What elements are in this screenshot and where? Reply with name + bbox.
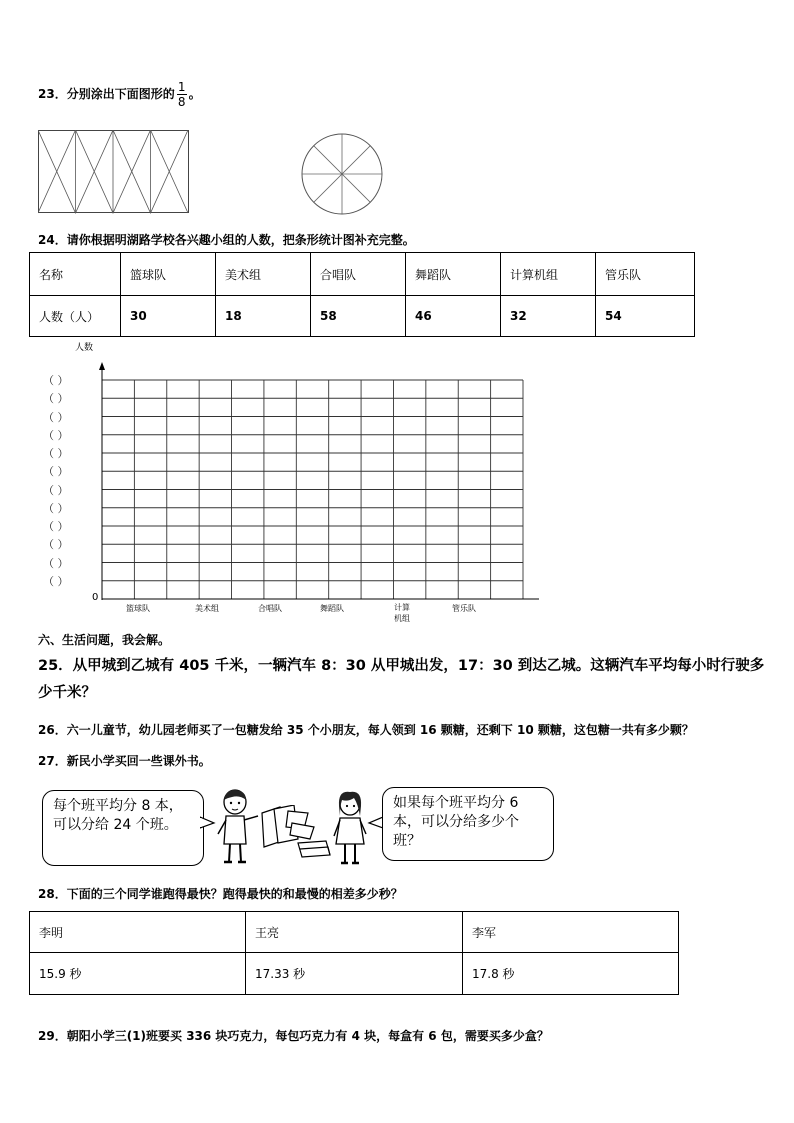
chart-y-tick-blank: （ ） <box>43 374 69 387</box>
circle-eighths-figure <box>301 133 383 215</box>
boy-figure-icon <box>212 788 262 866</box>
table-header-cell: 王亮 <box>246 912 463 953</box>
table-cell: 54 <box>596 296 695 337</box>
table-cell: 17.33 秒 <box>246 953 463 995</box>
girl-figure-icon <box>330 790 370 868</box>
interest-group-table <box>29 252 695 337</box>
table-cell: 18 <box>216 296 311 337</box>
table-cell: 人数（人） <box>30 296 121 337</box>
table-header-cell: 合唱队 <box>311 253 406 296</box>
table-cell: 30 <box>121 296 216 337</box>
chart-x-label: 机组 <box>394 614 410 623</box>
chart-y-tick-blank: （ ） <box>43 538 69 552</box>
chart-x-label: 舞蹈队 <box>320 604 344 613</box>
speech-bubble-left: 每个班平均分 8 本，可以分给 24 个班。 <box>42 790 204 866</box>
table-cell: 32 <box>501 296 596 337</box>
question-24: 24．请你根据明湖路学校各兴趣小组的人数，把条形统计图补充完整。 <box>38 233 415 247</box>
bar-chart-grid <box>95 360 545 605</box>
chart-x-label: 篮球队 <box>126 604 150 613</box>
speech-bubble-right: 如果每个班平均分 6 本，可以分给多少个班？ <box>382 787 554 861</box>
y-axis-arrow-icon <box>99 362 105 370</box>
chart-y-tick-blank: （ ） <box>43 574 69 588</box>
chart-y-tick-blank: （ ） <box>43 520 69 533</box>
table-header-cell: 舞蹈队 <box>406 253 501 296</box>
table-header-cell: 李军 <box>463 912 679 953</box>
table-header-cell: 管乐队 <box>596 253 695 296</box>
table-cell: 46 <box>406 296 501 337</box>
chart-y-tick-blank: （ ） <box>43 447 69 460</box>
section-six-heading: 六、生活问题，我会解。 <box>38 633 171 647</box>
chart-x-label: 合唱队 <box>258 604 282 613</box>
bubble-tail-right-icon <box>367 815 383 831</box>
chart-y-tick-blank: （ ） <box>43 410 69 424</box>
books-stack-icon <box>260 805 334 863</box>
fraction-one-eighth: $\frac{1}{8}$ <box>177 80 186 109</box>
question-29: 29．朝阳小学三(1)班要买 336 块巧克力，每包巧克力有 4 块，每盒有 6 包，需要买多少盒？ <box>38 1029 549 1043</box>
chart-y-tick-blank: （ ） <box>43 501 69 515</box>
question-26: 26．六一儿童节，幼儿园老师买了一包糖发给 35 个小朋友，每人领到 16 颗糖，还剩下 10 颗糖，这包糖一共有多少颗？ <box>38 723 694 737</box>
chart-x-label: 管乐队 <box>452 604 476 613</box>
chart-origin-label: 0 <box>92 592 99 603</box>
table-header-cell: 李明 <box>30 912 246 953</box>
running-times-table <box>29 911 679 995</box>
table-cell: 58 <box>311 296 406 337</box>
table-header-cell: 篮球队 <box>121 253 216 296</box>
chart-y-tick-blank: （ ） <box>43 392 69 406</box>
rectangle-triangles-figure <box>38 130 190 214</box>
chart-y-tick-blank: （ ） <box>43 428 69 442</box>
table-header-cell: 计算机组 <box>501 253 596 296</box>
table-cell: 15.9 秒 <box>30 953 246 995</box>
chart-x-label: 计算 <box>394 603 410 612</box>
table-header-cell: 名称 <box>30 253 121 296</box>
question-25: 25．从甲城到乙城有 405 千米，一辆汽车 8：30 从甲城出发，17：30 到达乙城。这辆汽车平均每小时行驶多少千米？ <box>38 658 765 701</box>
chart-y-tick-blank: （ ） <box>43 556 69 570</box>
question-28: 28．下面的三个同学谁跑得最快？跑得最快的和最慢的相差多少秒？ <box>38 887 403 901</box>
table-header-cell: 美术组 <box>216 253 311 296</box>
chart-y-tick-blank: （ ） <box>43 465 69 479</box>
chart-x-label: 美术组 <box>195 604 219 613</box>
question-23: 23．分别涂出下面图形的 $\frac{1}{8}$ 。 <box>38 80 201 109</box>
chart-y-axis-label: 人数 <box>75 343 94 353</box>
question-27: 27．新民小学买回一些课外书。 <box>38 754 211 768</box>
table-cell: 17.8 秒 <box>463 953 679 995</box>
chart-y-tick-blank: （ ） <box>43 483 69 497</box>
